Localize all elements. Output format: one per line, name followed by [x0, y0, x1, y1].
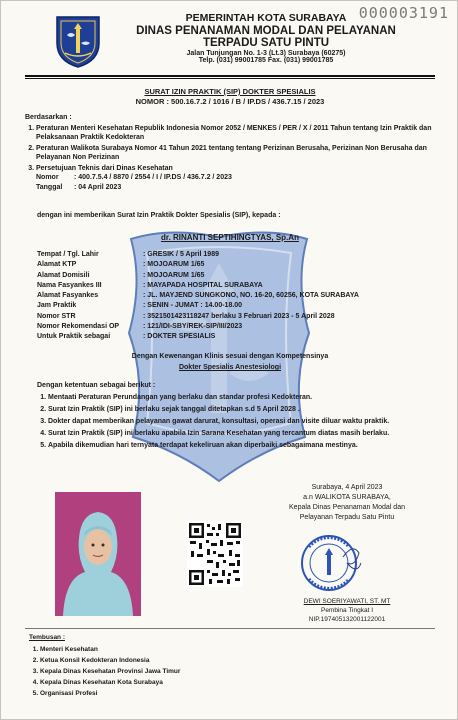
basis-item — [36, 164, 446, 193]
cc-item: 4. Kepala Dinas Kesehatan Kota Surabaya — [40, 677, 180, 688]
signer-block — [267, 597, 427, 624]
detail-row — [37, 261, 359, 271]
detail-value: : MOJOARUM 1/65 — [143, 271, 205, 279]
header-divider-thick — [25, 75, 435, 77]
cc-item: 5. Organisasi Profesi — [40, 688, 180, 699]
signer-role-line1: Kepala Dinas Penanaman Modal dan — [289, 504, 405, 511]
footer-divider — [25, 628, 435, 629]
detail-label: Untuk Praktik sebagai — [37, 333, 111, 341]
agency-name-line1: DINAS PENANAMAN MODAL DAN PELAYANAN — [136, 25, 396, 37]
condition-item: 1. Mentaati Peraturan Perundangan yang berlaku dan standar profesi Kedokteran. — [48, 393, 428, 402]
competency-line1: Dengan Kewenangan Klinis sesuai dengan Kompetensinya — [131, 353, 329, 360]
detail-row — [37, 292, 359, 302]
condition-item: 5. Apabila dikemudian hari ternyata terdapat kekeliruan akan diperbaiki sebagaimana mestinya. — [48, 441, 428, 450]
letterhead — [116, 12, 416, 64]
detail-value: : MAYAPADA HOSPITAL SURABAYA — [143, 281, 263, 289]
detail-row — [37, 282, 359, 292]
signer-role-line2: Pelayanan Terpadu Satu Pintu — [299, 514, 395, 521]
detail-row — [37, 302, 359, 312]
approval-date-value: : 04 April 2023 — [74, 184, 122, 191]
recipient-name: dr. RINANTI SEPTIHINGTYAS, Sp.An — [161, 233, 299, 242]
detail-value: : DOKTER SPESIALIS — [143, 333, 216, 341]
detail-value: : SENIN - JUMAT : 14.00-18.00 — [143, 302, 243, 310]
detail-value: : 121/IDI-SBY/REK-SIP/III/2023 — [143, 323, 243, 331]
condition-item: 2. Surat Izin Praktik (SIP) ini berlaku sejak tanggal ditetapkan s.d 5 April 2028 . — [48, 405, 428, 414]
recipient-details-table — [37, 251, 359, 344]
basis-item: 2. Peraturan Walikota Surabaya Nomor 41 Tahun 2021 tentang tentang Perizinan Berusaha, Perizinan Non Berusaha dan Pelayanan Non Perizinan — [36, 144, 446, 162]
signer-name: DEWI SOERIYAWATI, ST. MT — [303, 598, 391, 605]
basis-heading: Berdasarkan : — [25, 114, 72, 121]
signer-rank: Pembina Tingkat I — [320, 607, 374, 614]
cc-list — [29, 644, 180, 699]
signer-nip: NIP.197405132001122001 — [308, 616, 386, 623]
detail-label: Alamat Fasyankes — [37, 292, 99, 300]
detail-row — [37, 323, 359, 333]
applicant-photo — [55, 492, 141, 616]
signing-place-date: Surabaya, 4 April 2023 — [311, 484, 383, 491]
detail-label: Tempat / Tgl. Lahir — [37, 251, 99, 258]
document-number: NOMOR : 500.16.7.2 / 1016 / B / IP.DS / 436.7.15 / 2023 — [135, 97, 325, 106]
cc-heading: Tembusan : — [29, 634, 65, 641]
approval-number-row — [36, 173, 446, 183]
detail-label: Nomor Rekomendasi OP — [37, 323, 120, 331]
document-title: SURAT IZIN PRAKTIK (SIP) DOKTER SPESIALIS — [144, 87, 316, 96]
signature-block — [257, 483, 437, 523]
competency-line2: Dokter Spesialis Anestesiologi — [178, 364, 282, 371]
condition-item: 4. Surat Izin Praktik (SIP) ini berlaku apabila Izin Sarana Kesehatan yang tercantum diatas masih berlaku. — [48, 429, 428, 438]
detail-label: Nomor STR — [37, 312, 76, 320]
detail-label: Alamat Domisili — [37, 271, 90, 279]
basis-item-text: Persetujuan Teknis dari Dinas Kesehatan — [36, 165, 173, 172]
agency-name-line2: TERPADU SATU PINTU — [202, 37, 330, 49]
detail-value: : JL. MAYJEND SUNGKONO, NO. 16-20, 60256, KOTA SURABAYA — [143, 292, 359, 300]
detail-value: : 3521501423118247 berlaku 3 Februari 2023 - 5 April 2028 — [143, 312, 335, 320]
approval-number-value: : 400.7.5.4 / 8870 / 2554 / I / IP.DS / 436.7.2 / 2023 — [74, 174, 232, 181]
basis-item: 1. Peraturan Menteri Kesehatan Republik Indonesia Nomor 2052 / MENKES / PER / X / 2011 Tahun tentang Izin Praktik dan Pelaksanaan Praktik Kedokteran — [36, 124, 446, 142]
detail-value: : MOJOARUM 1/65 — [143, 261, 205, 269]
cc-item: 1. Menteri Kesehatan — [40, 644, 180, 655]
conditions-heading: Dengan ketentuan sebagai berikut : — [37, 382, 156, 389]
basis-list — [25, 124, 446, 195]
agency-address: Jalan Tunjungan No. 1-3 (Lt.3) Surabaya (60275) — [186, 50, 346, 57]
detail-row — [37, 313, 359, 323]
grant-statement: dengan ini memberikan Surat Izin Praktik Dokter Spesialis (SIP), kepada : — [37, 212, 281, 219]
approval-number-label: Nomor — [36, 174, 59, 181]
header-divider-thin — [25, 78, 435, 79]
approval-date-label: Tanggal — [36, 184, 63, 191]
serial-number: 000003191 — [358, 4, 449, 22]
conditions-list — [37, 393, 428, 453]
detail-row — [37, 333, 359, 343]
detail-row — [37, 251, 359, 261]
detail-value: : GRESIK / 5 April 1989 — [143, 251, 219, 258]
surabaya-seal-logo — [53, 13, 103, 69]
cc-item: 3. Kepala Dinas Kesehatan Provinsi Jawa Timur — [40, 666, 180, 677]
detail-label: Alamat KTP — [37, 261, 77, 269]
signing-authority: a.n WALIKOTA SURABAYA, — [303, 494, 391, 501]
cc-item: 2. Ketua Konsil Kedokteran Indonesia — [40, 655, 180, 666]
detail-label: Nama Fasyankes III — [37, 281, 102, 289]
detail-label: Jam Praktik — [37, 302, 77, 310]
condition-item: 3. Dokter dapat memberikan pelayanan gawat darurat, konsultasi, operasi dan visite diluar waktu praktik. — [48, 417, 428, 426]
approval-date-row — [36, 183, 446, 193]
detail-row — [37, 272, 359, 282]
qr-code-icon — [187, 521, 243, 587]
agency-phone: Telp. (031) 99001785 Fax. (031) 99001785 — [198, 57, 334, 64]
official-stamp-icon — [299, 533, 363, 593]
government-name: PEMERINTAH KOTA SURABAYA — [185, 12, 347, 24]
